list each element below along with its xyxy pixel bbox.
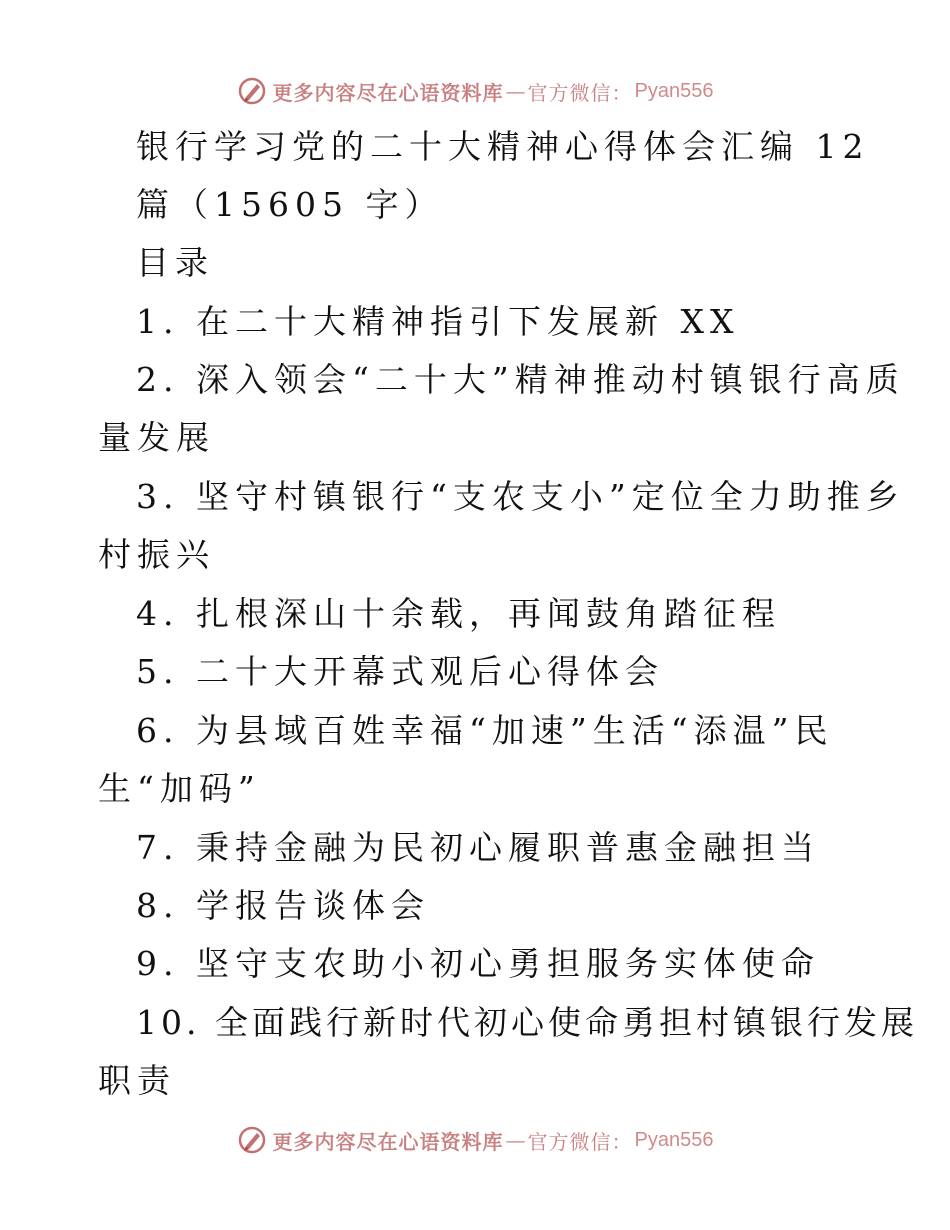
toc-item-2-continued: 量发展 (98, 418, 215, 457)
toc-heading: 目录 (136, 243, 214, 282)
watermark-dash: — (505, 79, 526, 103)
document-title-line-1: 银行学习党的二十大精神心得体会汇编 12 (136, 127, 870, 166)
watermark-main-text: 更多内容尽在心语资料库 (272, 80, 504, 105)
toc-item-6-continued: 生“加码” (98, 769, 261, 808)
toc-item-4: 4. 扎根深山十余载，再闻鼓角踏征程 (136, 594, 781, 633)
toc-item-9: 9. 坚守支农助小初心勇担服务实体使命 (136, 944, 820, 983)
toc-item-3-continued: 村振兴 (98, 535, 215, 574)
watermark-wechat-id: Pyan556 (634, 79, 714, 102)
toc-item-6: 6. 为县域百姓幸福“加速”生活“添温”民 (136, 711, 834, 750)
watermark-dash: — (505, 1128, 526, 1152)
toc-item-1: 1. 在二十大精神指引下发展新 XX (136, 302, 740, 341)
toc-item-7: 7. 秉持金融为民初心履职普惠金融担当 (136, 828, 820, 867)
document-title-line-2: 篇（15605 字） (136, 185, 444, 224)
toc-item-10: 10. 全面践行新时代初心使命勇担村镇银行发展 (136, 1003, 918, 1042)
watermark-sub-text: 官方微信： (527, 80, 633, 105)
pen-logo-icon (237, 76, 267, 106)
toc-item-8: 8. 学报告谈体会 (136, 886, 430, 925)
watermark-footer (0, 1120, 950, 1160)
watermark-main-text: 更多内容尽在心语资料库 (272, 1129, 504, 1154)
watermark-wechat-id: Pyan556 (634, 1128, 714, 1151)
pen-logo-icon (237, 1125, 267, 1155)
toc-item-2: 2. 深入领会“二十大”精神推动村镇银行高质 (136, 360, 905, 399)
toc-item-5: 5. 二十大开幕式观后心得体会 (136, 652, 664, 691)
toc-item-3: 3. 坚守村镇银行“支农支小”定位全力助推乡 (136, 477, 905, 516)
watermark-header (0, 71, 950, 111)
toc-item-10-continued: 职责 (98, 1061, 176, 1100)
watermark-sub-text: 官方微信： (527, 1129, 633, 1154)
